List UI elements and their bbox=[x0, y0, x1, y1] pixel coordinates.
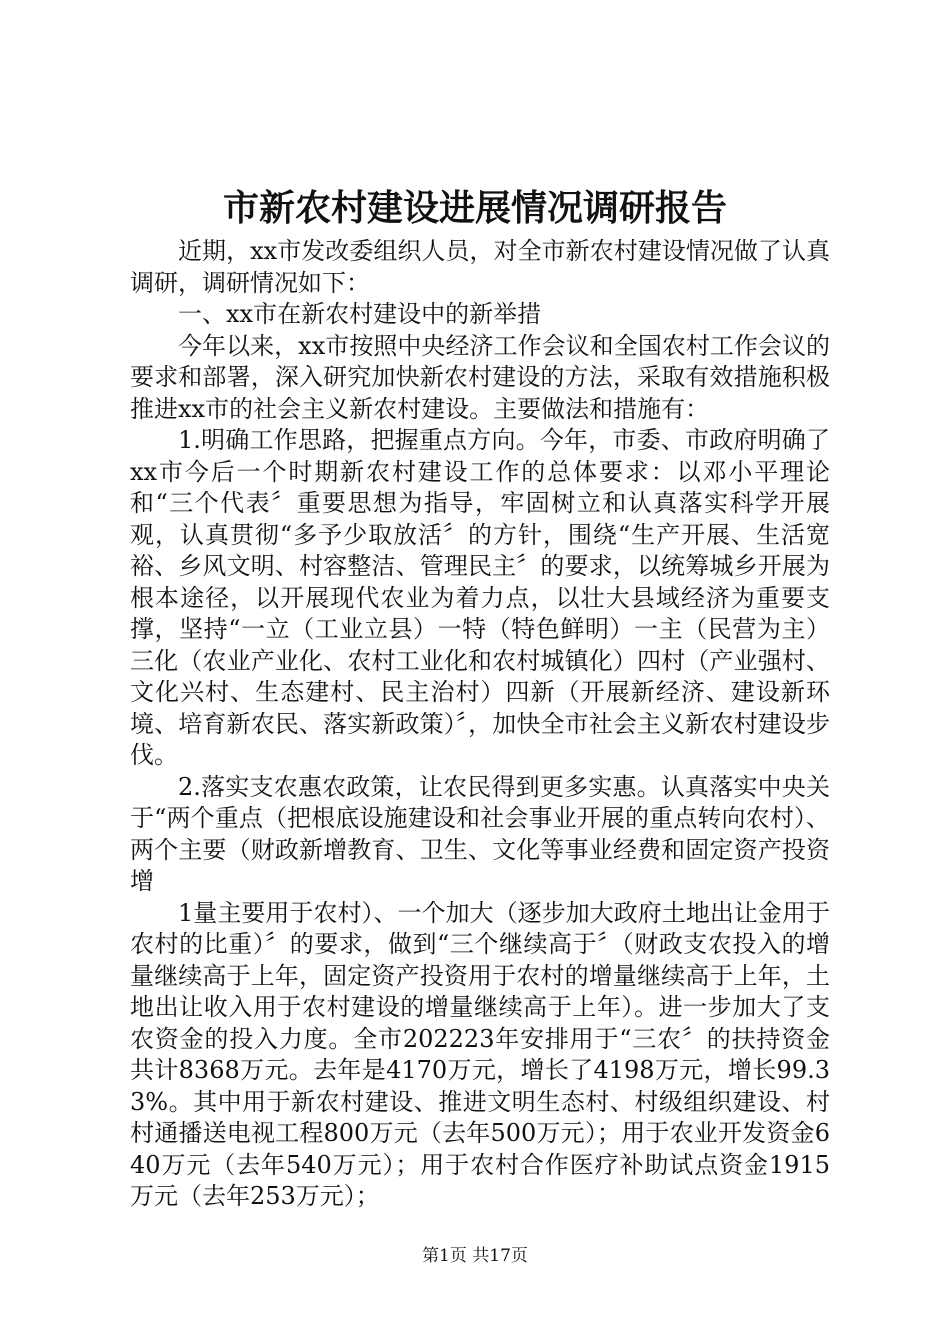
paragraph-item-2: 2.落实支农惠农政策，让农民得到更多实惠。认真落实中央关于“两个重点（把根底设施建设和社会事业开展的重点转向农村）、两个主要（财政新增教育、卫生、文化等事业经费和固定资产投资增 bbox=[130, 772, 830, 895]
paragraph-overview: 今年以来，xx市按照中央经济工作会议和全国农村工作会议的要求和部署，深入研究加快新农村建设的方法，采取有效措施积极推进xx市的社会主义新农村建设。主要做法和措施有： bbox=[130, 331, 830, 423]
section-heading: 一、xx市在新农村建设中的新举措 bbox=[178, 300, 542, 328]
document-body bbox=[130, 236, 830, 1213]
page-footer bbox=[0, 1244, 950, 1268]
document-title: 市新农村建设进展情况调研报告 bbox=[222, 187, 727, 229]
paragraph-item-1: 1.明确工作思路，把握重点方向。今年，市委、市政府明确了xx市今后一个时期新农村建设工作的总体要求：以邓小平理论和“三个代表〞重要思想为指导，牢固树立和认真落实科学开展观，认真贯彻“多予少取放活〞的方针，围绕“生产开展、生活宽裕、乡风文明、村容整洁、管理民主〞的要求，以统筹城乡开展为根本途径，以开展现代农业为着力点，以壮大县域经济为重要支撑，坚持“一立（工业立县）一特（特色鲜明）一主（民营为主）三化（农业产业化、农村工业化和农村城镇化）四村（产业强村、文化兴村、生态建村、民主治村）四新（开展新经济、建设新环境、培育新农民、落实新政策）〞，加快全市社会主义新农村建设步伐。 bbox=[130, 426, 830, 769]
paragraph-intro: 近期，xx市发改委组织人员，对全市新农村建设情况做了认真调研，调研情况如下： bbox=[130, 237, 830, 297]
page-number: 第1页 bbox=[422, 1246, 467, 1266]
paragraph-item-2-continued: 1量主要用于农村）、一个加大（逐步加大政府土地出让金用于农村的比重）〞的要求，做到“三个继续高于〞（财政支农投入的增量继续高于上年，固定资产投资用于农村的增量继续高于上年，土地出让收入用于农村建设的增量继续高于上年）。进一步加大了支农资金的投入力度。全市202223年安排用于“三农〞的扶持资金共计8368万元。去年是4170万元，增长了4198万元，增长99.33%。其中用于新农村建设、推进文明生态村、村级组织建设、村村通播送电视工程800万元（去年500万元）；用于农业开发资金640万元（去年540万元）；用于农村合作医疗补助试点资金1915万元（去年253万元）； bbox=[130, 898, 830, 1210]
page-total: 共17页 bbox=[472, 1246, 528, 1266]
